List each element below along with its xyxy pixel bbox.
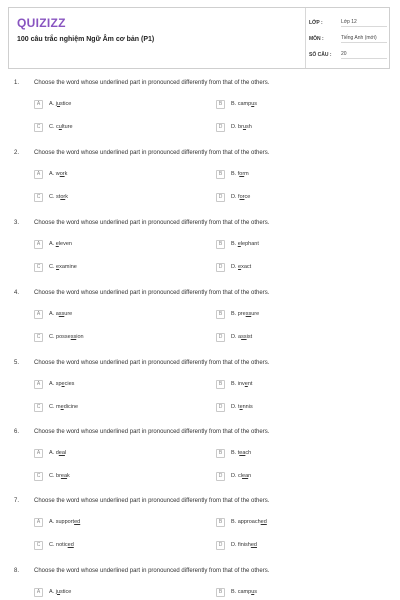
option-prefix: A. bbox=[49, 311, 56, 317]
option-text bbox=[49, 542, 74, 548]
answer-option[interactable] bbox=[216, 378, 252, 390]
option-letter-box: B bbox=[216, 518, 225, 527]
underlined-part: ed bbox=[67, 542, 74, 548]
meta-row-subject bbox=[309, 31, 387, 47]
option-letter-box: D bbox=[216, 123, 225, 132]
option-prefix: A. bbox=[49, 381, 56, 387]
underlined-part: e bbox=[61, 381, 65, 387]
option-text bbox=[231, 241, 259, 247]
word-part: cl bbox=[238, 473, 243, 479]
underlined-part: ed bbox=[250, 542, 257, 548]
underlined-part: u bbox=[58, 124, 62, 130]
option-text bbox=[231, 101, 257, 107]
word-part: stice bbox=[60, 589, 72, 595]
option-letter-box: C bbox=[34, 123, 43, 132]
option-letter-box: B bbox=[216, 449, 225, 458]
word-part: m bbox=[244, 171, 249, 177]
word-part: f bbox=[238, 194, 240, 200]
answer-option[interactable] bbox=[34, 516, 80, 528]
option-prefix: D. bbox=[231, 473, 239, 479]
option-text bbox=[231, 124, 252, 130]
option-prefix: A. bbox=[49, 101, 56, 107]
option-text bbox=[49, 171, 67, 177]
word-part: ist bbox=[246, 334, 253, 340]
option-prefix: B. bbox=[231, 519, 238, 525]
underlined-part: ss bbox=[58, 311, 65, 317]
option-text bbox=[49, 194, 68, 200]
answer-option[interactable] bbox=[216, 401, 253, 413]
option-letter-box: C bbox=[34, 263, 43, 272]
word-part: br bbox=[56, 473, 61, 479]
underlined-part: u bbox=[56, 589, 61, 595]
word-part: finish bbox=[238, 542, 251, 548]
answer-option[interactable] bbox=[216, 261, 251, 273]
option-text bbox=[49, 450, 66, 456]
underlined-part: ed bbox=[260, 519, 267, 525]
underlined-part: ss bbox=[70, 334, 77, 340]
word-part: leven bbox=[58, 241, 72, 247]
option-text bbox=[49, 311, 72, 317]
option-prefix: D. bbox=[231, 194, 239, 200]
option-prefix: A. bbox=[49, 589, 56, 595]
answer-option[interactable] bbox=[34, 331, 84, 343]
option-letter-box: A bbox=[34, 100, 43, 109]
option-prefix: D. bbox=[231, 334, 239, 340]
meta-label: SỐ CÂU : bbox=[309, 52, 332, 58]
word-part: a bbox=[238, 334, 242, 340]
word-part: st bbox=[56, 194, 61, 200]
word-part: c bbox=[56, 124, 59, 130]
option-letter-box: D bbox=[216, 541, 225, 550]
option-prefix: C. bbox=[49, 194, 57, 200]
underlined-part: u bbox=[56, 101, 61, 107]
question-text: Choose the word whose underlined part in pronounced differently from that of the others. bbox=[34, 220, 270, 226]
meta-value: Lớp 12 bbox=[341, 19, 387, 27]
option-letter-box: A bbox=[34, 240, 43, 249]
answer-option[interactable] bbox=[216, 121, 252, 133]
word-part: t bbox=[237, 450, 240, 456]
option-letter-box: B bbox=[216, 588, 225, 597]
word-part: k bbox=[67, 473, 70, 479]
option-prefix: D. bbox=[231, 124, 239, 130]
header-divider bbox=[305, 8, 306, 68]
underlined-part: u bbox=[251, 589, 255, 595]
question-text: Choose the word whose underlined part in pronounced differently from that of the others. bbox=[34, 290, 270, 296]
option-text bbox=[49, 404, 78, 410]
option-prefix: B. bbox=[231, 589, 238, 595]
word-part: a bbox=[55, 311, 59, 317]
answer-option[interactable] bbox=[216, 447, 251, 459]
option-letter-box: B bbox=[216, 170, 225, 179]
option-letter-box: D bbox=[216, 403, 225, 412]
underlined-part: or bbox=[59, 171, 65, 177]
word-part: d bbox=[55, 450, 59, 456]
word-part: f bbox=[237, 171, 240, 177]
option-letter-box: C bbox=[34, 403, 43, 412]
word-part: camp bbox=[237, 101, 252, 107]
underlined-part: ss bbox=[245, 311, 252, 317]
underlined-part: ss bbox=[241, 334, 247, 340]
option-text bbox=[49, 264, 77, 270]
word-part: stice bbox=[60, 101, 72, 107]
answer-option[interactable] bbox=[216, 586, 257, 598]
underlined-part: e bbox=[56, 264, 60, 270]
option-text bbox=[231, 171, 249, 177]
question-number: 6. bbox=[14, 429, 20, 435]
question-text: Choose the word whose underlined part in pronounced differently from that of the others. bbox=[34, 80, 270, 86]
option-prefix: B. bbox=[231, 101, 238, 107]
word-part: support bbox=[55, 519, 75, 525]
word-part: inv bbox=[237, 381, 245, 387]
word-part: posse bbox=[56, 334, 71, 340]
option-letter-box: A bbox=[34, 380, 43, 389]
word-part: sp bbox=[55, 381, 62, 387]
question-text: Choose the word whose underlined part in pronounced differently from that of the others. bbox=[34, 498, 270, 504]
answer-option[interactable] bbox=[34, 168, 67, 180]
underlined-part: ea bbox=[242, 473, 249, 479]
meta-value: Tiếng Anh (mới) bbox=[341, 35, 387, 43]
word-part: nnis bbox=[242, 404, 253, 410]
option-prefix: B. bbox=[231, 311, 238, 317]
word-part: xamine bbox=[59, 264, 77, 270]
option-prefix: C. bbox=[49, 264, 57, 270]
option-prefix: D. bbox=[231, 264, 239, 270]
question-number: 1. bbox=[14, 80, 20, 86]
answer-option[interactable] bbox=[216, 168, 249, 180]
option-letter-box: D bbox=[216, 472, 225, 481]
option-prefix: D. bbox=[231, 404, 239, 410]
option-text bbox=[49, 101, 71, 107]
word-part: j bbox=[55, 589, 57, 595]
option-prefix: C. bbox=[49, 334, 57, 340]
answer-option[interactable] bbox=[34, 238, 72, 250]
answer-option[interactable] bbox=[34, 98, 71, 110]
option-prefix: D. bbox=[231, 542, 239, 548]
meta-label: MÔN : bbox=[309, 36, 324, 42]
underlined-part: u bbox=[242, 124, 246, 130]
option-prefix: C. bbox=[49, 124, 57, 130]
word-part: ch bbox=[245, 450, 252, 456]
answer-option[interactable] bbox=[216, 539, 257, 551]
word-part: cies bbox=[64, 381, 75, 387]
option-prefix: A. bbox=[49, 241, 56, 247]
option-text bbox=[231, 542, 257, 548]
underlined-part: e bbox=[244, 381, 248, 387]
option-letter-box: D bbox=[216, 193, 225, 202]
option-text bbox=[231, 519, 267, 525]
option-prefix: B. bbox=[231, 450, 238, 456]
option-text bbox=[49, 589, 71, 595]
underlined-part: e bbox=[237, 241, 241, 247]
option-letter-box: C bbox=[34, 193, 43, 202]
word-part: ce bbox=[244, 194, 251, 200]
word-part: lephant bbox=[240, 241, 259, 247]
underlined-part: e bbox=[60, 404, 64, 410]
answer-option[interactable] bbox=[216, 516, 267, 528]
answer-option[interactable] bbox=[34, 191, 68, 203]
option-text bbox=[231, 194, 250, 200]
underlined-part: or bbox=[239, 194, 245, 200]
word-part: ion bbox=[76, 334, 84, 340]
word-part: xact bbox=[241, 264, 252, 270]
worksheet-meta bbox=[309, 15, 387, 63]
option-text bbox=[231, 473, 251, 479]
word-part: s bbox=[254, 101, 257, 107]
question-number: 7. bbox=[14, 498, 20, 504]
option-prefix: B. bbox=[231, 171, 238, 177]
answer-option[interactable] bbox=[34, 308, 72, 320]
answer-option[interactable] bbox=[34, 121, 73, 133]
underlined-part: ea bbox=[239, 450, 246, 456]
word-part: m bbox=[56, 404, 61, 410]
option-letter-box: D bbox=[216, 263, 225, 272]
underlined-part: ea bbox=[60, 473, 68, 479]
option-text bbox=[231, 381, 252, 387]
question-number: 8. bbox=[14, 568, 20, 574]
word-part: n bbox=[248, 473, 252, 479]
word-part: w bbox=[55, 171, 60, 177]
word-part: br bbox=[238, 124, 243, 130]
underlined-part: u bbox=[251, 101, 255, 107]
question-number: 5. bbox=[14, 360, 20, 366]
question-text: Choose the word whose underlined part in pronounced differently from that of the others. bbox=[34, 429, 270, 435]
option-letter-box: B bbox=[216, 240, 225, 249]
answer-option[interactable] bbox=[34, 378, 74, 390]
word-part: ure bbox=[251, 311, 260, 317]
option-text bbox=[49, 473, 70, 479]
option-prefix: A. bbox=[49, 519, 56, 525]
word-part: ure bbox=[64, 311, 73, 317]
word-part: camp bbox=[237, 589, 252, 595]
option-text bbox=[231, 334, 252, 340]
word-part: notic bbox=[56, 542, 68, 548]
option-text bbox=[49, 519, 80, 525]
option-text bbox=[231, 311, 259, 317]
option-text bbox=[49, 334, 84, 340]
answer-option[interactable] bbox=[34, 447, 66, 459]
answer-option[interactable] bbox=[34, 401, 78, 413]
option-prefix: A. bbox=[49, 171, 56, 177]
option-letter-box: A bbox=[34, 518, 43, 527]
word-part: k bbox=[64, 171, 68, 177]
option-prefix: C. bbox=[49, 404, 57, 410]
word-part: k bbox=[65, 194, 68, 200]
underlined-part: or bbox=[239, 171, 245, 177]
word-part: sh bbox=[245, 124, 252, 130]
option-text bbox=[231, 404, 253, 410]
option-letter-box: C bbox=[34, 472, 43, 481]
underlined-part: or bbox=[60, 194, 66, 200]
question-number: 4. bbox=[14, 290, 20, 296]
question-text: Choose the word whose underlined part in pronounced differently from that of the others. bbox=[34, 150, 270, 156]
answer-option[interactable] bbox=[216, 308, 259, 320]
answer-option[interactable] bbox=[216, 470, 251, 482]
underlined-part: e bbox=[238, 264, 242, 270]
meta-label: LỚP : bbox=[309, 20, 323, 26]
option-prefix: C. bbox=[49, 542, 57, 548]
option-prefix: B. bbox=[231, 381, 238, 387]
option-letter-box: A bbox=[34, 449, 43, 458]
answer-option[interactable] bbox=[34, 586, 71, 598]
meta-row-count bbox=[309, 47, 387, 63]
quizizz-logo: QUIZIZZ bbox=[17, 16, 66, 30]
underlined-part: ea bbox=[58, 450, 65, 456]
word-part: dicine bbox=[63, 404, 79, 410]
option-prefix: B. bbox=[231, 241, 238, 247]
option-letter-box: A bbox=[34, 310, 43, 319]
question-number: 2. bbox=[14, 150, 20, 156]
option-letter-box: A bbox=[34, 588, 43, 597]
answer-option[interactable] bbox=[34, 470, 70, 482]
answer-option[interactable] bbox=[216, 191, 250, 203]
answer-option[interactable] bbox=[34, 261, 77, 273]
option-text bbox=[49, 124, 73, 130]
underlined-part: e bbox=[55, 241, 59, 247]
worksheet-title: 100 câu trắc nghiệm Ngữ Âm cơ bản (P1) bbox=[17, 36, 155, 43]
option-text bbox=[49, 241, 72, 247]
option-prefix: C. bbox=[49, 473, 57, 479]
word-part: approach bbox=[237, 519, 261, 525]
worksheet-header bbox=[8, 7, 390, 69]
option-letter-box: D bbox=[216, 333, 225, 342]
word-part: j bbox=[55, 101, 57, 107]
option-text bbox=[231, 450, 251, 456]
option-text bbox=[49, 381, 74, 387]
option-text bbox=[231, 589, 257, 595]
answer-option[interactable] bbox=[216, 98, 257, 110]
word-part: nt bbox=[247, 381, 253, 387]
answer-option[interactable] bbox=[216, 238, 259, 250]
option-letter-box: B bbox=[216, 100, 225, 109]
answer-option[interactable] bbox=[216, 331, 252, 343]
question-text: Choose the word whose underlined part in pronounced differently from that of the others. bbox=[34, 568, 270, 574]
option-text bbox=[231, 264, 251, 270]
answer-option[interactable] bbox=[34, 539, 74, 551]
question-text: Choose the word whose underlined part in pronounced differently from that of the others. bbox=[34, 360, 270, 366]
option-letter-box: B bbox=[216, 310, 225, 319]
underlined-part: ed bbox=[74, 519, 81, 525]
option-letter-box: B bbox=[216, 380, 225, 389]
meta-row-class bbox=[309, 15, 387, 31]
option-letter-box: A bbox=[34, 170, 43, 179]
word-part: lture bbox=[61, 124, 73, 130]
option-prefix: A. bbox=[49, 450, 56, 456]
meta-value: 20 bbox=[341, 51, 387, 59]
word-part: s bbox=[254, 589, 257, 595]
word-part: l bbox=[64, 450, 67, 456]
word-part: t bbox=[238, 404, 240, 410]
question-number: 3. bbox=[14, 220, 20, 226]
option-letter-box: C bbox=[34, 333, 43, 342]
word-part: pre bbox=[237, 311, 246, 317]
underlined-part: e bbox=[239, 404, 243, 410]
option-letter-box: C bbox=[34, 541, 43, 550]
